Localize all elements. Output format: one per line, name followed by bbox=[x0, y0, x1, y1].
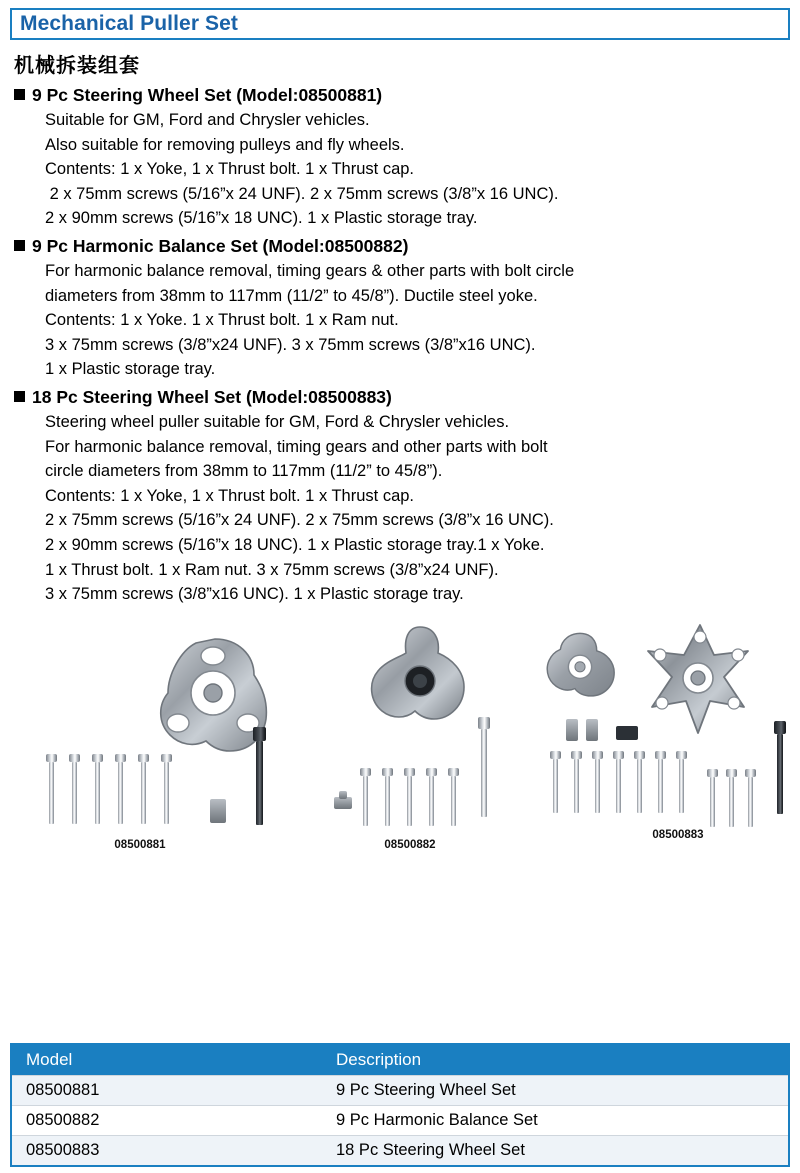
screw-shaft bbox=[616, 759, 621, 813]
square-bullet-icon bbox=[14, 89, 25, 100]
spec-line: For harmonic balance removal, timing gears and other parts with bolt bbox=[45, 437, 548, 456]
screw-shaft bbox=[451, 776, 456, 826]
screw-shaft bbox=[553, 759, 558, 813]
spec-line: Contents: 1 x Yoke, 1 x Thrust bolt. 1 x Thrust cap. bbox=[45, 486, 415, 505]
ram-nut-boss bbox=[339, 791, 347, 799]
product-group-2 bbox=[14, 233, 790, 382]
thrust-cap bbox=[210, 799, 226, 823]
screw-head bbox=[46, 754, 57, 762]
yoke-3-spoke-icon bbox=[360, 621, 480, 741]
screw-head bbox=[726, 769, 737, 777]
spec-line: 3 x 75mm screws (3/8”x16 UNC). 1 x Plastic storage tray. bbox=[45, 585, 464, 604]
screw-shaft bbox=[72, 762, 77, 824]
screw-head bbox=[448, 768, 459, 776]
screw-head bbox=[707, 769, 718, 777]
screw-head bbox=[634, 751, 645, 759]
group-lines bbox=[45, 259, 790, 382]
screw-head bbox=[404, 768, 415, 776]
screw-head bbox=[592, 751, 603, 759]
thrust-bolt-shaft bbox=[777, 734, 783, 814]
screw-head bbox=[382, 768, 393, 776]
screw-shaft bbox=[164, 762, 169, 824]
screw-shaft bbox=[385, 776, 390, 826]
group-heading-row bbox=[14, 82, 790, 108]
screw-shaft bbox=[429, 776, 434, 826]
screw-shaft bbox=[141, 762, 146, 824]
yoke-small-icon bbox=[540, 629, 620, 709]
thrust-cap bbox=[566, 719, 578, 741]
spec-content bbox=[14, 82, 790, 607]
group-heading: 18 Pc Steering Wheel Set (Model:08500883) bbox=[32, 386, 392, 407]
figure-caption: 08500881 bbox=[114, 838, 166, 851]
screw-head bbox=[138, 754, 149, 762]
spec-line: For harmonic balance removal, timing gears & other parts with bolt circle bbox=[45, 261, 575, 280]
spec-line: 2 x 90mm screws (5/16”x 18 UNC). 1 x Plastic storage tray. bbox=[45, 209, 478, 228]
screw-head bbox=[550, 751, 561, 759]
spec-line: Contents: 1 x Yoke, 1 x Thrust bolt. 1 x Thrust cap. bbox=[45, 160, 415, 179]
square-bullet-icon bbox=[14, 240, 25, 251]
screw-head bbox=[676, 751, 687, 759]
thrust-bolt-shaft bbox=[256, 741, 263, 825]
group-lines bbox=[45, 108, 790, 231]
thrust-bolt-shaft bbox=[481, 729, 487, 817]
spec-line: 1 x Plastic storage tray. bbox=[45, 360, 216, 379]
square-bullet-icon bbox=[14, 391, 25, 402]
column-header-description: Description bbox=[322, 1045, 788, 1076]
thrust-bolt-head bbox=[774, 721, 786, 734]
spec-line: 3 x 75mm screws (3/8”x24 UNF). 3 x 75mm screws (3/8”x16 UNC). bbox=[45, 335, 536, 354]
product-images bbox=[10, 621, 790, 921]
table-row bbox=[12, 1136, 788, 1166]
product-group-1 bbox=[14, 82, 790, 231]
cell-model: 08500882 bbox=[12, 1106, 322, 1136]
screw-head bbox=[115, 754, 126, 762]
screw-head bbox=[613, 751, 624, 759]
spec-table bbox=[12, 1045, 788, 1165]
screw-head bbox=[92, 754, 103, 762]
screw-shaft bbox=[49, 762, 54, 824]
column-header-model: Model bbox=[12, 1045, 322, 1076]
thrust-bolt-head bbox=[253, 727, 266, 741]
page-title: Mechanical Puller Set bbox=[20, 12, 239, 35]
yoke-4-arm-icon bbox=[640, 621, 760, 741]
cell-description: 18 Pc Steering Wheel Set bbox=[322, 1136, 788, 1166]
spec-line: 1 x Thrust bolt. 1 x Ram nut. 3 x 75mm screws (3/8”x24 UNF). bbox=[45, 560, 499, 579]
spec-line: Steering wheel puller suitable for GM, Ford & Chrysler vehicles. bbox=[45, 412, 510, 431]
spec-line: diameters from 38mm to 117mm (11/2” to 45/8”). Ductile steel yoke. bbox=[45, 286, 538, 305]
thrust-cap bbox=[586, 719, 598, 741]
table-header-row bbox=[12, 1045, 788, 1076]
screw-shaft bbox=[729, 777, 734, 827]
group-heading-row bbox=[14, 233, 790, 259]
spec-line: circle diameters from 38mm to 117mm (11/2” to 45/8”). bbox=[45, 462, 443, 481]
cell-description: 9 Pc Steering Wheel Set bbox=[322, 1076, 788, 1106]
product-group-3 bbox=[14, 384, 790, 607]
chinese-title: 机械拆装组套 bbox=[14, 55, 140, 77]
screw-head bbox=[360, 768, 371, 776]
figure-caption: 08500883 bbox=[652, 828, 704, 841]
spec-line: Also suitable for removing pulleys and fly wheels. bbox=[45, 135, 405, 154]
spec-line: Contents: 1 x Yoke. 1 x Thrust bolt. 1 x Ram nut. bbox=[45, 311, 399, 330]
figure-caption: 08500882 bbox=[384, 838, 436, 851]
table-row bbox=[12, 1106, 788, 1136]
table-row bbox=[12, 1076, 788, 1106]
screw-head bbox=[69, 754, 80, 762]
group-heading: 9 Pc Harmonic Balance Set (Model:08500882) bbox=[32, 235, 409, 256]
group-heading-row bbox=[14, 384, 790, 410]
cell-model: 08500881 bbox=[12, 1076, 322, 1106]
ram-nut bbox=[616, 726, 638, 740]
screw-head bbox=[161, 754, 172, 762]
screw-shaft bbox=[118, 762, 123, 824]
cell-description: 9 Pc Harmonic Balance Set bbox=[322, 1106, 788, 1136]
title-bar bbox=[10, 8, 790, 40]
spec-line: 2 x 75mm screws (5/16”x 24 UNF). 2 x 75mm screws (3/8”x 16 UNC). bbox=[45, 511, 554, 530]
screw-shaft bbox=[95, 762, 100, 824]
group-heading: 9 Pc Steering Wheel Set (Model:08500881) bbox=[32, 85, 383, 105]
spec-line: 2 x 90mm screws (5/16”x 18 UNC). 1 x Plastic storage tray.1 x Yoke. bbox=[45, 535, 545, 554]
group-lines bbox=[45, 410, 790, 607]
screw-head bbox=[745, 769, 756, 777]
screw-shaft bbox=[748, 777, 753, 827]
screw-shaft bbox=[679, 759, 684, 813]
screw-head bbox=[655, 751, 666, 759]
screw-shaft bbox=[637, 759, 642, 813]
screw-head bbox=[571, 751, 582, 759]
cell-model: 08500883 bbox=[12, 1136, 322, 1166]
screw-head bbox=[426, 768, 437, 776]
spec-line: 2 x 75mm screws (5/16”x 24 UNF). 2 x 75mm screws (3/8”x 16 UNC). bbox=[45, 184, 559, 203]
screw-shaft bbox=[710, 777, 715, 827]
screw-shaft bbox=[658, 759, 663, 813]
spec-table-container bbox=[10, 1043, 790, 1167]
spec-line: Suitable for GM, Ford and Chrysler vehicles. bbox=[45, 111, 370, 129]
screw-shaft bbox=[407, 776, 412, 826]
screw-shaft bbox=[363, 776, 368, 826]
screw-shaft bbox=[595, 759, 600, 813]
thrust-bolt-head bbox=[478, 717, 490, 729]
screw-shaft bbox=[574, 759, 579, 813]
